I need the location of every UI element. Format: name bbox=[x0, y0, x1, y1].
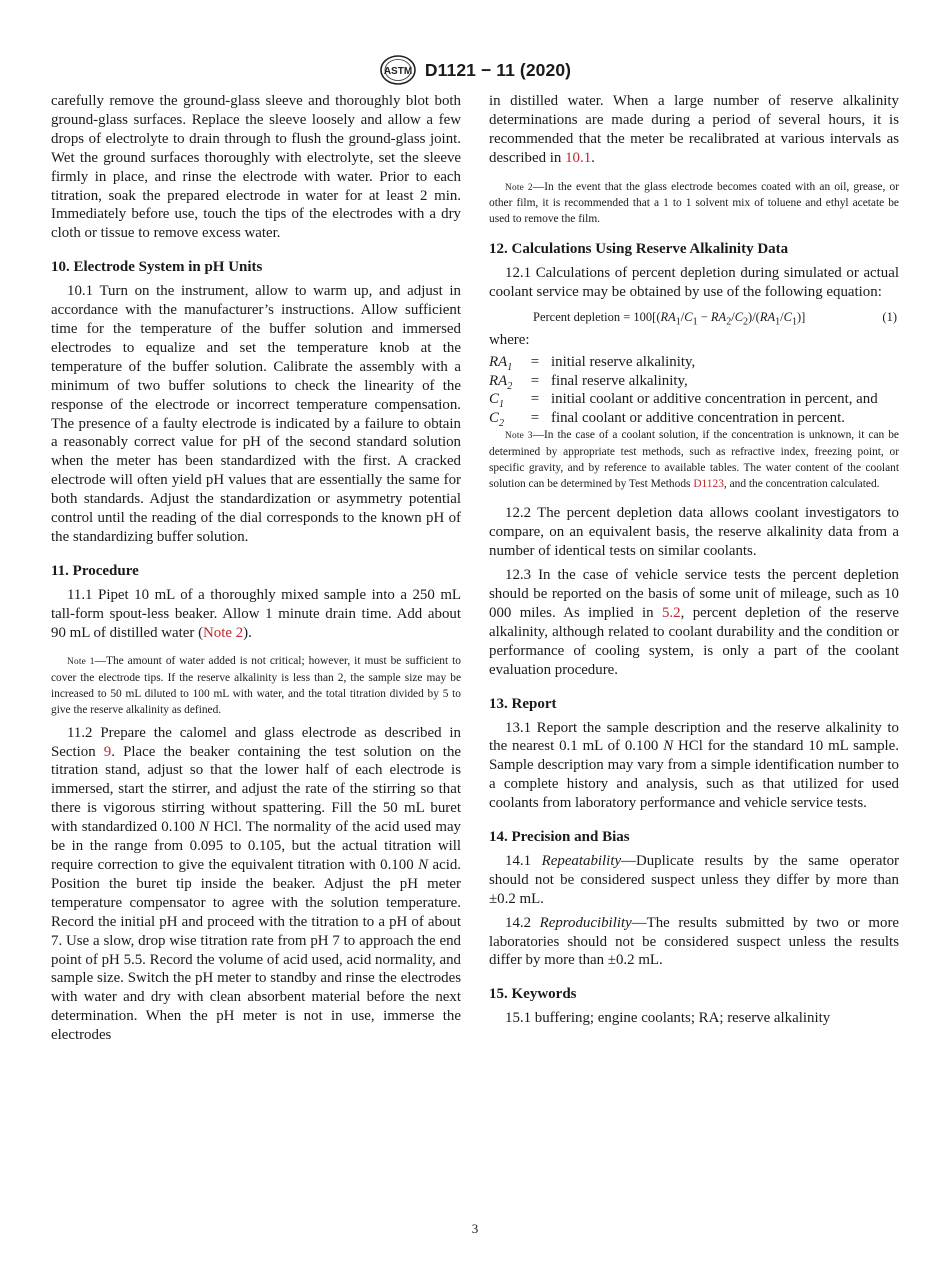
paragraph-14-1: 14.1 Repeatability—Duplicate results by the same operator should not be considered suspect unless they differ by more than ±0.2 mL. bbox=[489, 852, 900, 907]
section-14-heading: 14. Precision and Bias bbox=[489, 829, 630, 846]
paragraph-11-1: 11.1 Pipet 10 mL of a thoroughly mixed sample into a 250 mL tall-form spout-less beaker. Allow 1 minute drain time. Add about 90 mL of distilled water (Note 2). bbox=[51, 586, 461, 641]
paragraph-9-continuation: carefully remove the ground-glass sleeve and thoroughly blot both ground-glass surfaces. Replace the sleeve loosely and allow a few drops of electrolyte to drain through to flush the ground-glass joint. Wet the ground surfaces thoroughly with electrolyte, set the sleeve firmly in place, and rinse the electrode with water. Prior to each titration, soak the prepared electrode in water for at least 2 min. Immediately before use, touch the tips of the electrodes with a dry cloth or tissue to remove excess water. bbox=[51, 93, 461, 242]
variable-definitions bbox=[489, 353, 878, 429]
section-12-heading: 12. Calculations Using Reserve Alkalinity Data bbox=[489, 241, 789, 258]
section-10-heading: 10. Electrode System in pH Units bbox=[51, 259, 263, 276]
page-number: 3 bbox=[471, 1221, 479, 1236]
note-2-link[interactable]: Note 2 bbox=[203, 624, 244, 641]
paragraph-15-1: 15.1 buffering; engine coolants; RA; reserve alkalinity bbox=[505, 1010, 831, 1027]
equation-number: (1) bbox=[882, 309, 897, 324]
paragraph-13-1: 13.1 Report the sample description and the reserve alkalinity to the nearest 0.1 mL of 0.100 N HCl for the standard 10 mL sample. Sample description may vary from a simple identification number to a complete history and analysis, such as that utilized for used coolants from laboratory performance and vehicle service tests. bbox=[489, 719, 899, 812]
section-5-2-link[interactable]: 5.2 bbox=[661, 604, 681, 621]
definition-row: $C_1$ = initial coolant or additive concentration in percent, and bbox=[489, 391, 878, 411]
section-10-1-link[interactable]: 10.1 bbox=[565, 149, 592, 166]
paragraph-12-2: 12.2 The percent depletion data allows coolant investigators to compare, on an equivalent basis, the reserve alkalinity data from a number of identical tests on similar coolants. bbox=[489, 505, 899, 560]
astm-logo-icon bbox=[379, 54, 417, 86]
paragraph-14-2: 14.2 Reproducibility—The results submitted by two or more laboratories should not be considered suspect unless the results differ by more than ±0.2 mL. bbox=[489, 914, 900, 969]
definition-row: $RA_1$ = initial reserve alkalinity, bbox=[489, 353, 696, 373]
where-label: where: bbox=[489, 331, 530, 348]
equation-1 bbox=[489, 306, 899, 328]
note-1: Note 1—The amount of water added is not critical; however, it must be sufficient to cover the electrode tips. If the reserve alkalinity is less than 2, the sample size may be increased to 50 mL diluted to 100 mL with water, and the total titration divided by 5 to give the reserve alkalinity as defined. bbox=[51, 655, 461, 716]
page-header bbox=[0, 54, 950, 86]
document-designation: D1121 − 11 (2020) bbox=[424, 59, 572, 80]
paragraph-12-1: 12.1 Calculations of percent depletion during simulated or actual coolant service may be obtained by use of the following equation: bbox=[489, 264, 899, 300]
paragraph-11-2-continuation: in distilled water. When a large number of reserve alkalinity determinations are made during a period of several hours, it is recommended that the meter be recalibrated at various intervals as described in 10.1. bbox=[489, 93, 899, 166]
left-column bbox=[51, 92, 461, 1045]
section-11-heading: 11. Procedure bbox=[51, 562, 139, 579]
note-2: Note 2—In the event that the glass electrode becomes coated with an oil, grease, or other film, it is recommended that a 1 to 1 solvent mix of toluene and ethyl acetate be used to remove the film. bbox=[489, 180, 899, 226]
section-9-link[interactable]: 9 bbox=[103, 743, 112, 760]
paragraph-10-1: 10.1 Turn on the instrument, allow to warm up, and adjust in accordance with the manufacturer’s instructions. Allow sufficient time for the temperature of the buffer solution and immersed electrodes to equalize and set the temperature knob at the temperature of the buffer solution. Calibrate the assembly with a minimum of two buffer solutions to check the linearity of the response of the electrode or incorrect temperature compensation. The presence of a faulty electrode is indicated by a failure to obtain a reasonably correct value for pH of the second standard solution when the meter has been standardized with the first. A cracked electrode will often yield pH values that are essentially the same for both standards. Adjust the standardization or asymmetry potential control until the reading of the dial corresponds to the known pH of the standardizing buffer solution. bbox=[51, 283, 461, 545]
right-column bbox=[489, 92, 899, 1028]
paragraph-11-2: 11.2 Prepare the calomel and glass electrode as described in Section 9. Place the beaker containing the test solution on the titration stand, adjust so that the lower half of each electrode is immersed, start the stirrer, and adjust the rate of the stirring so that there is vigorous stirring without spattering. Fill the 50 mL buret with standardized 0.100 N HCl. The normality of the acid used may be in the range from 0.095 to 0.105, but the actual titration will require correction to give the equivalent titration with 0.100 N acid. Position the buret tip inside the beaker. Adjust the pH meter temperature compensator to agree with the solution temperature. Record the initial pH and proceed with the titration to a pH of about 7. Use a slow, drop wise titration rate from pH 7 to approach the end point of pH 5.5. Record the volume of acid used, acid normality, and sample size. Switch the pH meter to standby and rinse the electrodes with water and dry with clean absorbent material before the next determination. When the pH meter is not in use, immerse the electrodes bbox=[51, 724, 462, 1044]
equation-body: Percent depletion = $100[(RA_1/C_1 - RA_2/C_2)/(RA_1/C_1)]$ bbox=[533, 309, 806, 328]
svg-text:ASTM: ASTM bbox=[383, 66, 413, 77]
d1123-link[interactable]: D1123 bbox=[693, 477, 724, 490]
paragraph-12-3: 12.3 In the case of vehicle service tests the percent depletion should be reported on the basis of some unit of mileage, such as 10 000 miles. As implied in 5.2, percent depletion of the reserve alkalinity, although related to coolant durability and the condition or performance of cooling system, is only a part of the coolant evaluation procedure. bbox=[489, 567, 899, 678]
definition-row: $C_2$ = final coolant or additive concentration in percent. bbox=[489, 410, 845, 430]
section-13-heading: 13. Report bbox=[489, 695, 557, 712]
section-15-heading: 15. Keywords bbox=[489, 986, 577, 1003]
definition-row: $RA_2$ = final reserve alkalinity, bbox=[489, 372, 688, 392]
note-3: Note 3—In the case of a coolant solution, if the concentration is unknown, it can be determined by appropriate test methods, such as refractive index, freezing point, or specific gravity, and by reference to available tables. The water content of the coolant solution can be determined by Test Methods D1123, and the concentration calculated. bbox=[489, 429, 899, 490]
